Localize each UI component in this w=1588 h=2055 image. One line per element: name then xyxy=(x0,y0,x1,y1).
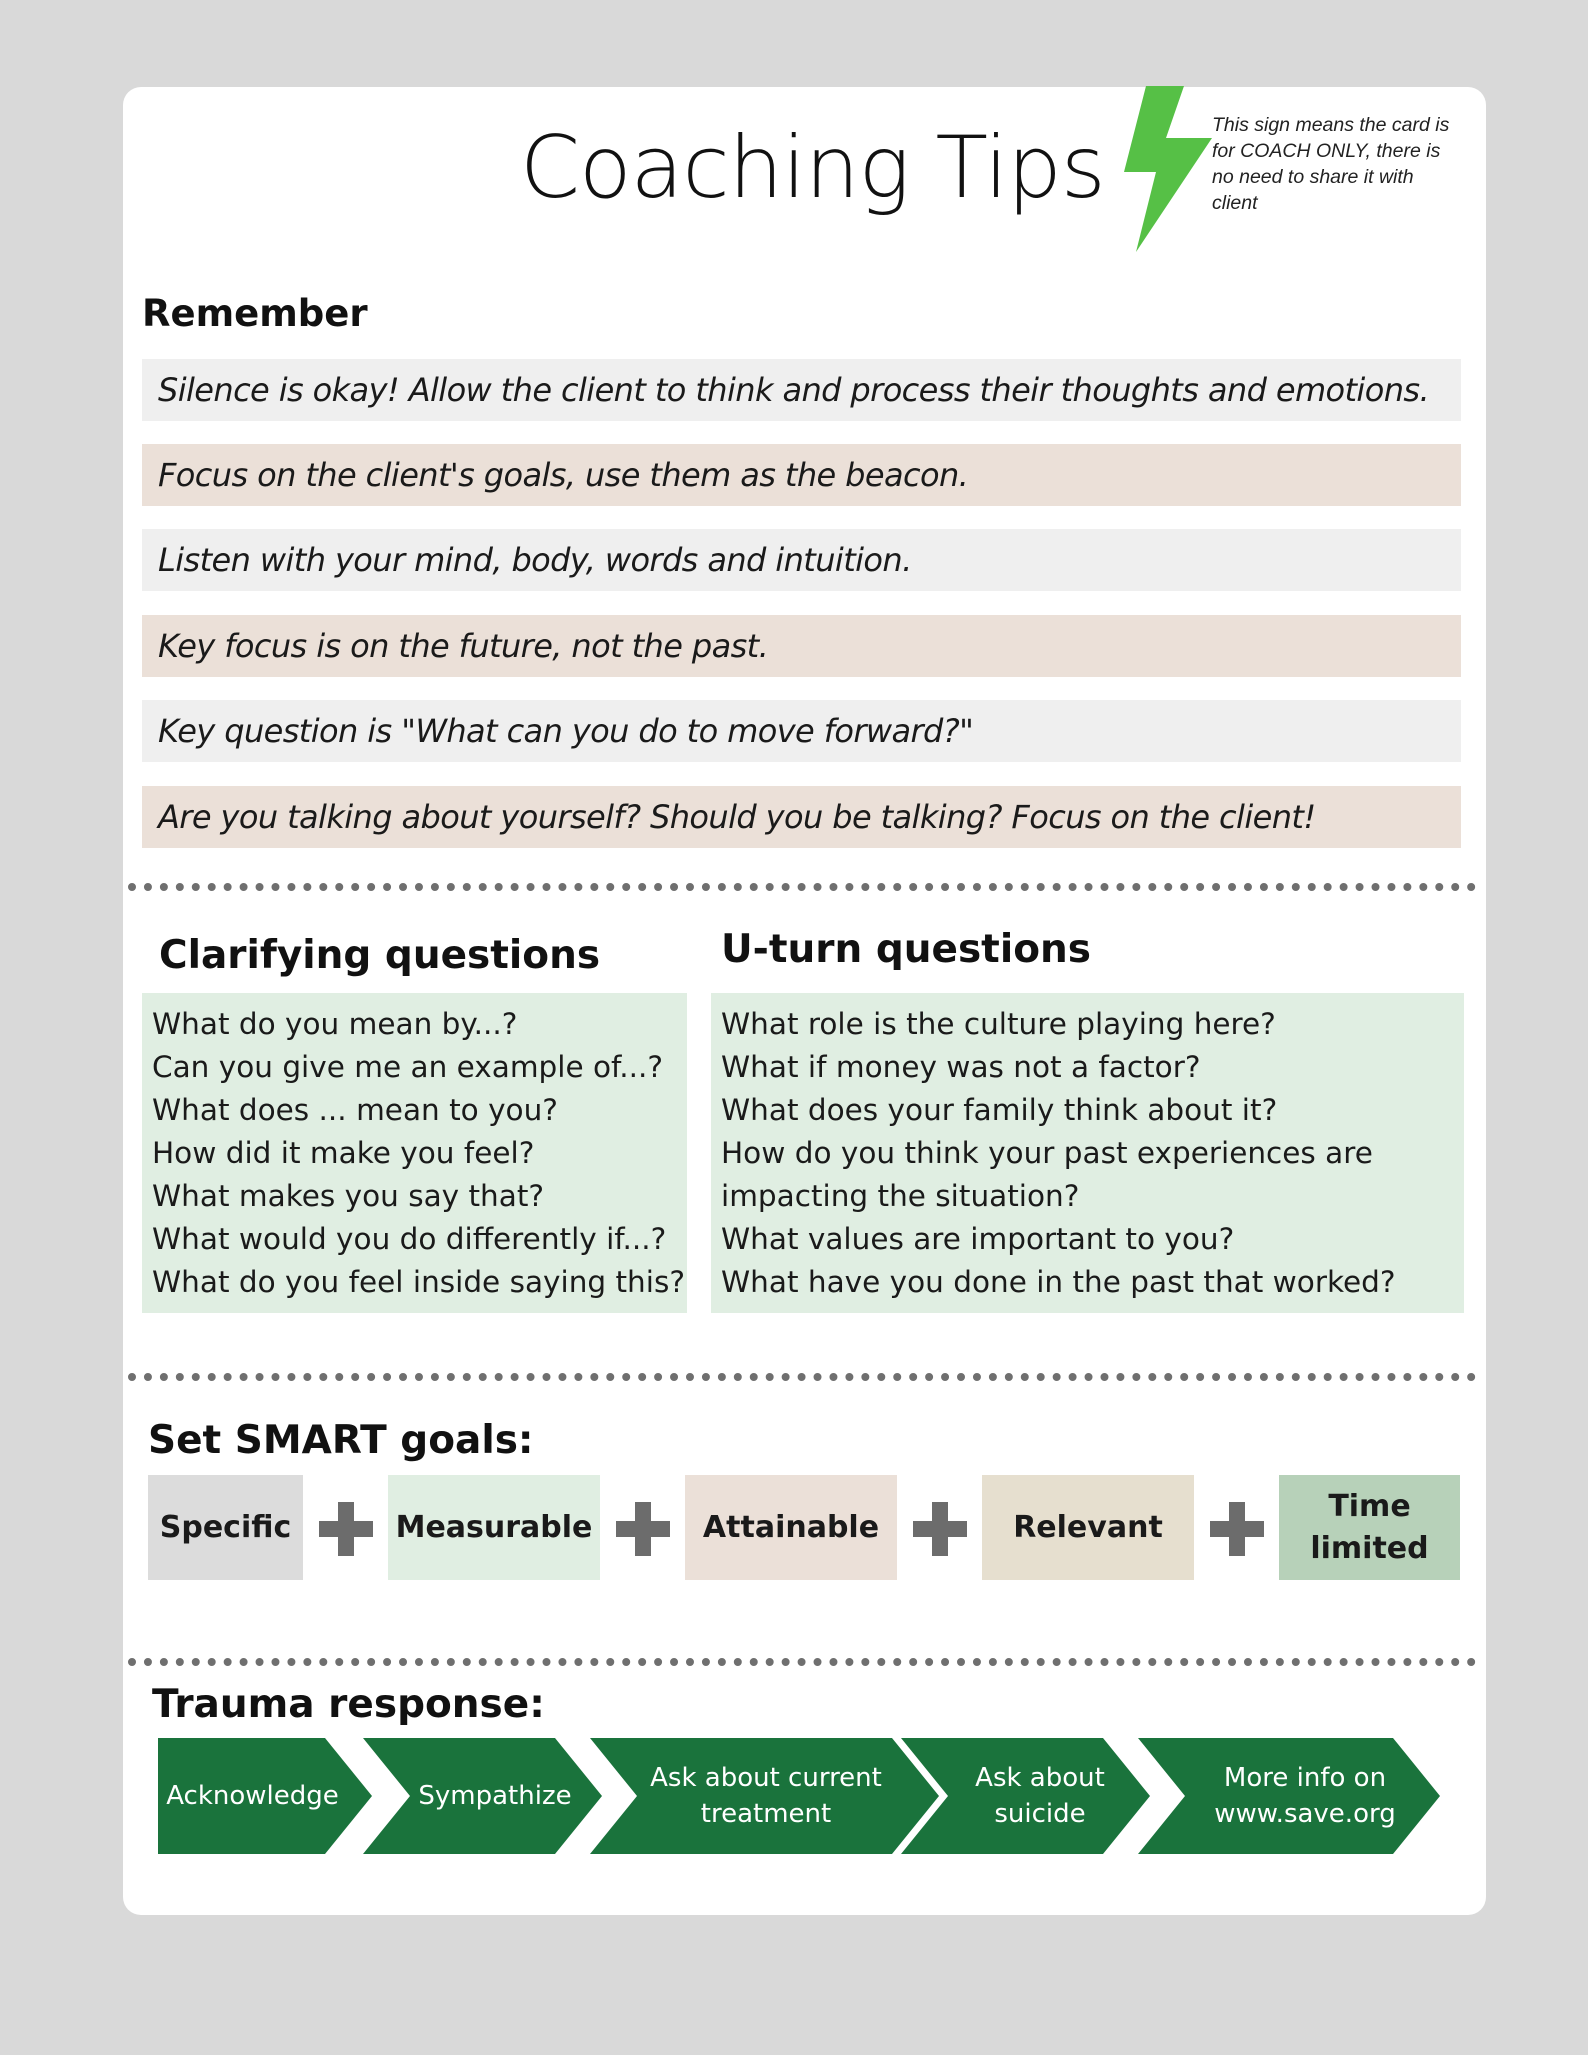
remember-tip: Key question is "What can you do to move forward?" xyxy=(142,700,1461,762)
trauma-step-label: Ask about suicide xyxy=(975,1763,1105,1829)
uturn-question: How do you think your past experiences are xyxy=(721,1136,1373,1170)
trauma-heading: Trauma response: xyxy=(152,1682,545,1727)
trauma-step-label: More info on www.save.org xyxy=(1214,1763,1396,1829)
smart-goal-measurable: Measurable xyxy=(388,1475,600,1580)
remember-tip: Silence is okay! Allow the client to think and process their thoughts and emotions. xyxy=(142,359,1461,421)
clarifying-question: What would you do differently if...? xyxy=(152,1222,667,1256)
clarifying-question: What makes you say that? xyxy=(152,1179,545,1213)
remember-tip: Key focus is on the future, not the past. xyxy=(142,615,1461,677)
smart-heading: Set SMART goals: xyxy=(148,1418,534,1463)
page-title: Coaching Tips xyxy=(520,118,1105,218)
smart-goal-specific: Specific xyxy=(148,1475,303,1580)
uturn-question: What does your family think about it? xyxy=(721,1093,1278,1127)
smart-goal-time-limited: Time limited xyxy=(1279,1475,1460,1580)
clarifying-question: How did it make you feel? xyxy=(152,1136,535,1170)
remember-tip: Listen with your mind, body, words and intuition. xyxy=(142,529,1461,591)
clarifying-heading: Clarifying questions xyxy=(159,933,601,978)
trauma-step-label: Sympathize xyxy=(418,1781,572,1811)
uturn-question: impacting the situation? xyxy=(721,1179,1080,1213)
remember-heading: Remember xyxy=(142,292,368,335)
trauma-step-label: Ask about current treatment xyxy=(650,1763,882,1829)
remember-tip: Focus on the client's goals, use them as the beacon. xyxy=(142,444,1461,506)
uturn-question: What have you done in the past that worked? xyxy=(721,1265,1396,1299)
clarifying-question: What do you mean by...? xyxy=(152,1007,518,1041)
clarifying-question: What do you feel inside saying this? xyxy=(152,1265,685,1299)
uturn-question: What role is the culture playing here? xyxy=(721,1007,1276,1041)
clarifying-question: What does ... mean to you? xyxy=(152,1093,558,1127)
uturn-heading: U-turn questions xyxy=(721,927,1091,972)
uturn-question: What if money was not a factor? xyxy=(721,1050,1201,1084)
clarifying-question: Can you give me an example of...? xyxy=(152,1050,664,1084)
coach-only-note: This sign means the card is for COACH ONLY, there is no need to share it with client xyxy=(1212,114,1450,214)
smart-goal-attainable: Attainable xyxy=(685,1475,897,1580)
trauma-step-label: Acknowledge xyxy=(166,1781,339,1811)
remember-tip: Are you talking about yourself? Should you be talking? Focus on the client! xyxy=(142,786,1461,848)
uturn-question: What values are important to you? xyxy=(721,1222,1235,1256)
smart-goal-relevant: Relevant xyxy=(982,1475,1194,1580)
